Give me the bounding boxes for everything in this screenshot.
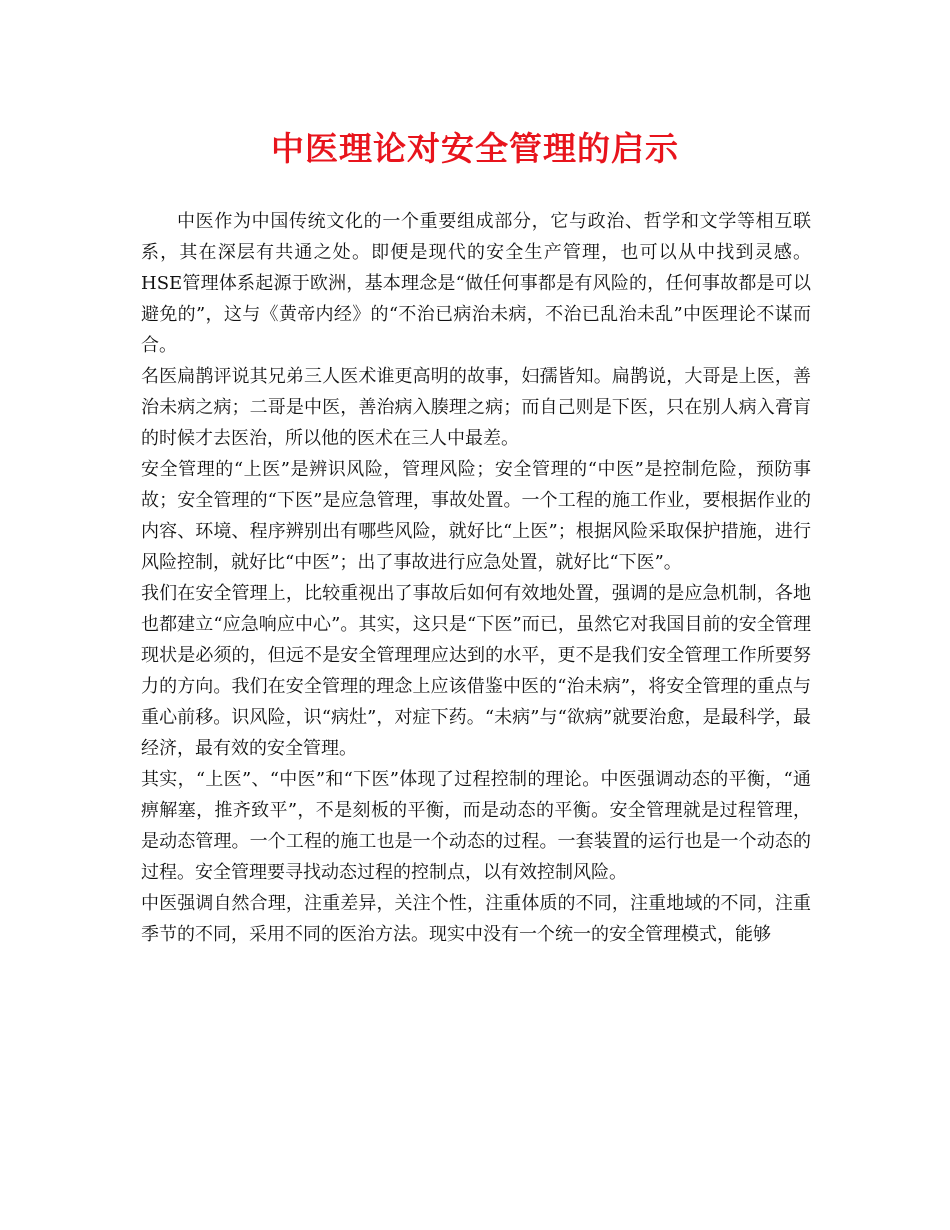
paragraph-6: 中医强调自然合理，注重差异，关注个性，注重体质的不同，注重地域的不同，注重季节的不同，采用不同的医治方法。现实中没有一个统一的安全管理模式，能够 [141, 893, 811, 945]
paragraph-5: 其实，“上医”、“中医”和“下医”体现了过程控制的理论。中医强调动态的平衡，“通痹解塞，推齐致平”，不是刻板的平衡，而是动态的平衡。安全管理就是过程管理，是动态管理。一个工程的施工也是一个动态的过程。一套装置的运行也是一个动态的过程。安全管理要寻找动态过程的控制点，以有效控制风险。 [141, 769, 811, 883]
document-title: 中医理论对安全管理的启示 [271, 129, 679, 168]
paragraph-4: 我们在安全管理上，比较重视出了事故后如何有效地处置，强调的是应急机制，各地也都建立“应急响应中心”。其实，这只是“下医”而已，虽然它对我国目前的安全管理现状是必须的，但远不是安全管理理应达到的水平，更不是我们安全管理工作所要努力的方向。我们在安全管理的理念上应该借鉴中医的“治未病”，将安全管理的重点与重心前移。识风险，识“病灶”，对症下药。“未病”与“欲病”就要治愈，是最科学，最经济，最有效的安全管理。 [141, 583, 811, 759]
paragraph-3: 安全管理的“上医”是辨识风险，管理风险；安全管理的“中医”是控制危险，预防事故；安全管理的“下医”是应急管理，事故处置。一个工程的施工作业，要根据作业的内容、环境、程序辨别出有哪些风险，就好比“上医”；根据风险采取保护措施，进行风险控制，就好比“中医”；出了事故进行应急处置，就好比“下医”。 [141, 459, 811, 573]
paragraph-1: 中医作为中国传统文化的一个重要组成部分，它与政治、哲学和文学等相互联系，其在深层有共通之处。即便是现代的安全生产管理，也可以从中找到灵感。HSE管理体系起源于欧洲，基本理念是“做任何事都是有风险的，任何事故都是可以避免的”，这与《黄帝内经》的“不治已病治未病，不治已乱治未乱”中医理论不谋而合。 [141, 211, 811, 356]
document-body [141, 206, 811, 950]
paragraph-2: 名医扁鹊评说其兄弟三人医术谁更高明的故事，妇孺皆知。扁鹊说，大哥是上医，善治未病之病；二哥是中医，善治病入腠理之病；而自己则是下医，只在别人病入膏肓的时候才去医治，所以他的医术在三人中最差。 [141, 366, 811, 449]
